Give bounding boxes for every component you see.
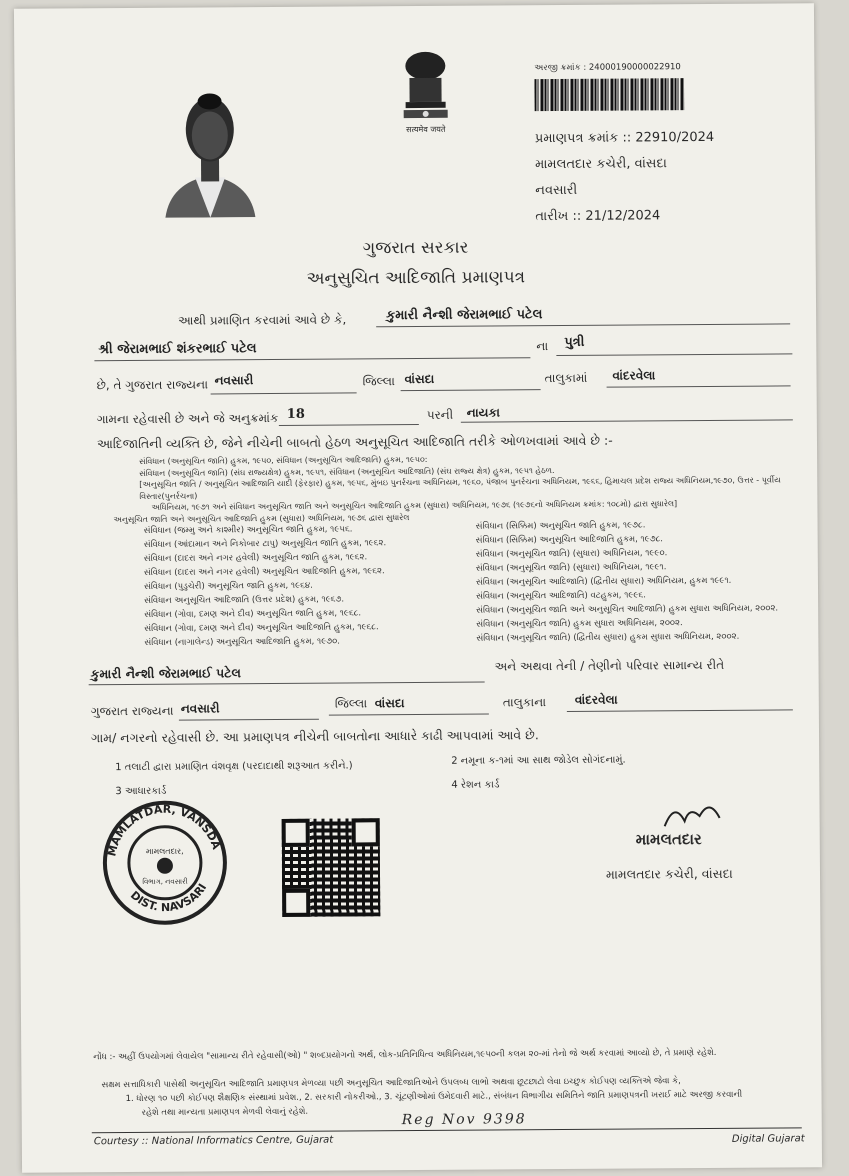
taluka: વાંસદા	[404, 371, 435, 387]
certificate-number-row	[535, 130, 714, 146]
seal-emblem-icon	[157, 858, 173, 874]
doc-item-1: 1 તલાટી દ્વારા પ્રમાણિત વંશવૃક્ષ (પરદાદાથી શરૂઆત કરીને.)	[115, 760, 353, 774]
mamlatdar-seal	[99, 797, 230, 928]
taluka-label-2: તાલુકાના	[502, 695, 547, 710]
order-item: સંવિધાન (ગોવા, દમણ અને દીવ) અનુસૂચિત આદિજાતિ હુકમ, ૧૯૬૮.	[144, 622, 379, 634]
village: વાંદરવેલા	[612, 368, 656, 383]
order-item: સંવિધાન (સિક્કિમ) અનુસૂચિત આદિજાતિ હુકમ, ૧૯૭૮.	[475, 534, 663, 546]
application-number: અરજી ક્રમાંક : 24000190000022910	[534, 62, 681, 74]
order-item: સંવિધાન (દાદરા અને નગર હવેલી) અનુસૂચિત આદિજાતિ હુકમ, ૧૯૬૨.	[143, 566, 385, 578]
person-name-repeat: કુમારી નૈન્શી જેરામભાઈ પટેલ	[90, 665, 241, 682]
para-label: પરની	[426, 407, 454, 422]
lion-capital-icon	[395, 48, 456, 120]
order-item: સંવિધાન (ગોવા, દમણ અને દીવ) અનુસૂચિત જાતિ હુકમ, ૧૯૬૮.	[144, 608, 362, 620]
orders-right-column	[476, 517, 797, 645]
order-item: સંવિધાન અનુસૂચિત આદિજાતિ (ઉત્તર પ્રદેશ) હુકમ, ૧૯૬૭.	[144, 594, 345, 606]
signatory-office: મામલતદાર કચેરી, વાંસદા	[605, 865, 733, 882]
government-title: ગુજરાત સરકાર	[362, 237, 469, 259]
footer-line-2: 1. ધોરણ ૧૦ પછી કોઈપણ શૈક્ષણિક સંસ્થામાં પ્રવેશ., 2. સરકારી નોકરીઓ., 3. ચૂંટણીઓમાં ઉમેદવારી માટે., સંબંધન વિભાગીય સમિતિને જાતિ પ્રમાણપત્રની ખરાઈ માટે અરજી કરવાની	[125, 1089, 743, 1105]
barcode	[534, 78, 684, 111]
order-item: સંવિધાન (અનુસૂચિત જાતિ) (સુધારા) અધિનિયમ, ૧૯૯૧.	[475, 562, 667, 574]
certify-label: આથી પ્રમાણિત કરવામાં આવે છે કે,	[178, 312, 347, 328]
relation-label: ના	[536, 339, 549, 354]
seal-top-text: MAMLATDAR, VANSDA	[105, 802, 223, 858]
tribe-name: નાયકા	[466, 405, 500, 420]
certificate-page	[14, 3, 822, 1173]
order-item: સંવિધાન (અનુસૂચિત આદિજાતિ) વટહુકમ, ૧૯૯૬.	[476, 590, 646, 602]
order-item: સંવિધાન (નાગાલેન્ડ) અનુસૂચિત આદિજાતિ હુકમ, ૧૯૭૦.	[144, 636, 340, 648]
order-item: સંવિધાન (જમ્મુ અને કાશ્મીર) અનુસૂચિત જાતિ હુકમ, ૧૯૫૬.	[143, 524, 353, 536]
emblem-motto: सत्यमेव जयते	[406, 124, 446, 135]
doc-item-2: 2 નમૂના ક-૧માં આ સાથ જોડેલ સોગંદનામું.	[451, 754, 626, 767]
order-line: સંવિધાન (અનુસૂચિત જાતિ) હુકમ, ૧૯૫૦, સંવિધાન (અનુસૂચિત આદિજાતિ) હુકમ, ૧૯૫૦:	[139, 454, 428, 466]
seal-inner-bottom: વિભાગ, નવસારી	[142, 877, 188, 886]
applicant-photo	[154, 77, 265, 218]
office-line-1: મામલતદાર કચેરી, વાંસદા	[534, 156, 667, 173]
courtesy-line: Courtesy :: National Informatics Centre, Gujarat	[93, 1134, 334, 1148]
district-label: જિલ્લા	[362, 374, 395, 389]
order-line: અધિનિયમ, ૧૯૭૧ અને સંવિધાન અનુસૂચિત જાતિ અને અનુસૂચિત આદિજાતિ હુકમ (સુધારા) અધિનિયમ, ૧૯૭૬ (૧૯૭૬નો અધિનિયમ ક્રમાંક: ૧૦૮મો) દ્વારા સુધારેલ]	[151, 499, 678, 512]
footer-line-3: રહેશે તથા માન્યતા પ્રમાણપત્ર મેળવી લેવાનું રહેશે.	[141, 1106, 309, 1118]
handwritten-register-note: Reg Nov 9398	[401, 1111, 527, 1129]
digital-gujarat-brand: Digital Gujarat	[731, 1133, 805, 1145]
order-item: સંવિધાન (અનુસૂચિત આદિજાતિ) (દ્વિતીય સુધારા) અધિનિયમ, હુકમ ૧૯૯૧.	[475, 575, 732, 588]
issue-date: 21/12/2024	[585, 208, 661, 224]
district-2: નવસારી	[180, 701, 220, 716]
qr-code	[282, 818, 381, 917]
date-label: તારીખ ::	[535, 208, 582, 225]
district-label-2: જિલ્લા	[334, 696, 368, 711]
signatory-title: મામલતદાર	[635, 830, 702, 849]
order-item: સંવિધાન (દાદરા અને નગર હવેલી) અનુસૂચિત જાતિ હુકમ, ૧૯૬૨.	[143, 552, 368, 564]
family-label: અને અથવા તેની / તેણીનો પરિવાર સામાન્ય રીતે	[494, 657, 725, 674]
date-row	[535, 208, 660, 224]
state-label-2: ગુજરાત રાજ્યના	[90, 703, 174, 719]
order-item: સંવિધાન (અનુસૂચિત જાતિ) હુકમ સુધારા અધિનિયમ, ૨૦૦૨.	[476, 618, 683, 630]
district: નવસારી	[214, 373, 254, 388]
certificate-number-label: પ્રમાણપત્ર ક્રમાંક ::	[534, 130, 632, 147]
order-line: અનુસૂચિત જાતિ અને અનુસૂચિત આદિજાતિ હુકમ (સુધારા) અધિનિયમ, ૧૯૭૬ દ્વારા સુધારેલ	[113, 512, 410, 524]
taluka-2: વાંસદા	[374, 696, 405, 711]
seal-bottom-text: DIST. NAVSARI	[127, 881, 210, 915]
taluka-label: તાલુકામાં	[544, 370, 588, 386]
order-line: [અનુસૂચિત જાતિ / અનુસૂચિત આદિજાતિ યાદી (ફેરફાર) હુકમ, ૧૯૫૬, મુંબઇ પુનર્રચના અધિનિયમ, ૧૯૬૦, પંજાબ પુનર્રચના અધિનિયમ, ૧૯૬૬, હિમાચલ પ્રદેશ રાજ્ય અધિનિયમ,૧૯૭૦, ઉત્તર - પૂર્વીય વિસ્તાર(પુનર્રચના)	[139, 475, 781, 501]
order-item: સંવિધાન (અનુસૂચિત જાતિ) (દ્વિતીય સુધારા) હુકમ સુધારા અધિનિયમ, ૨૦૦૨.	[476, 631, 740, 644]
order-item: સંવિધાન (અનુસૂચિત જાતિ) (સુધારા) અધિનિયમ, ૧૯૯૦.	[475, 548, 668, 560]
order-item: સંવિધાન (આંદામાન અને નિકોબાર ટાપુ) અનુસૂચિત જાતિ હુકમ, ૧૯૬૨.	[143, 538, 387, 550]
footer-note: નોંધ :- અહીં ઉપયોગમાં લેવાયેલ "સામાન્ય રીતે રહેવાસી(ઓ) " શબ્દપ્રયોગનો અર્થ, લોક-પ્રતિનિધિત્વ અધિનિયમ,૧૯૫૦ની કલમ ૨૦-માં તેનો જે અર્થ કરવામાં આવ્યો છે, તે પ્રમાણે રહેશે.	[93, 1047, 717, 1063]
doc-item-4: 4 રેશન કાર્ડ	[451, 779, 500, 791]
doc-item-3: 3 આધારકાર્ડ	[115, 785, 167, 798]
resident-statement: ગામ/ નગરનો રહેવાસી છે. આ પ્રમાણપત્ર નીચેની બાબતોના આધારે કાઢી આપવામાં આવે છે.	[90, 727, 539, 746]
father-name: શ્રી જેરામભાઈ શંકરભાઈ પટેલ	[98, 341, 257, 358]
resident-label: ગામના રહેવાસી છે અને જે અનુક્રમાંક	[96, 410, 279, 427]
certificate-number: 22910/2024	[635, 129, 715, 146]
tribe-statement: આદિજાતિની વ્યક્તિ છે, જેને નીચેની બાબતો હેઠળ અનુસૂચિત આદિજાતિ તરીકે ઓળખવામાં આવે છે :-	[96, 432, 613, 452]
orders-intro	[113, 451, 793, 525]
state-label: છે, તે ગુજરાત રાજ્યના	[96, 377, 209, 393]
order-line: સંવિધાન (અનુસૂચિત જાતિ) (સંઘ રાજ્યક્ષેત્ર) હુકમ, ૧૯૫૧, સંવિધાન (અનુસૂચિત આદિજાતિ) (સંઘ રાજ્ય ક્ષેત્ર) હુકમ, ૧૯૫૧ હેઠળ.	[139, 465, 555, 478]
order-item: સંવિધાન (પુડુચેરી) અનુસૂચિત જાતિ હુકમ, ૧૯૬૪.	[143, 580, 313, 592]
certificate-title: અનુસુચિત આદિજાતિ પ્રમાણપત્ર	[306, 267, 526, 289]
national-emblem	[390, 48, 461, 138]
order-item: સંવિધાન (અનુસૂચિત જાતિ અને અનુસૂચિત આદિજાતિ) હુકમ સુધારા અધિનિયમ, ૨૦૦૨.	[476, 603, 779, 616]
serial-number: 18	[286, 406, 305, 422]
office-line-2: નવસારી	[535, 182, 578, 199]
person-name: કુમારી નૈન્શી જેરામભાઈ પટેલ	[386, 307, 543, 324]
orders-left-column	[144, 522, 465, 650]
seal-inner-top: મામલતદાર,	[145, 846, 184, 856]
order-item: સંવિધાન (સિક્કિમ) અનુસૂચિત જાતિ હુકમ, ૧૯૭૮.	[475, 520, 646, 532]
footer-line-1: સક્ષમ સત્તાધિકારી પાસેથી અનુસૂચિત આદિજાતિ પ્રમાણપત્ર મેળવ્યા પછી અનુસૂચિત આદિજાતિઓને ઉપલબ્ધ લાભો અથવા છૂટછાટો લેવા ઇચ્છુક કોઈપણ વ્યક્તિએ જેવા કે,	[101, 1076, 681, 1091]
village-2: વાંદરવેલા	[574, 692, 618, 707]
relation: પુત્રી	[564, 334, 585, 350]
